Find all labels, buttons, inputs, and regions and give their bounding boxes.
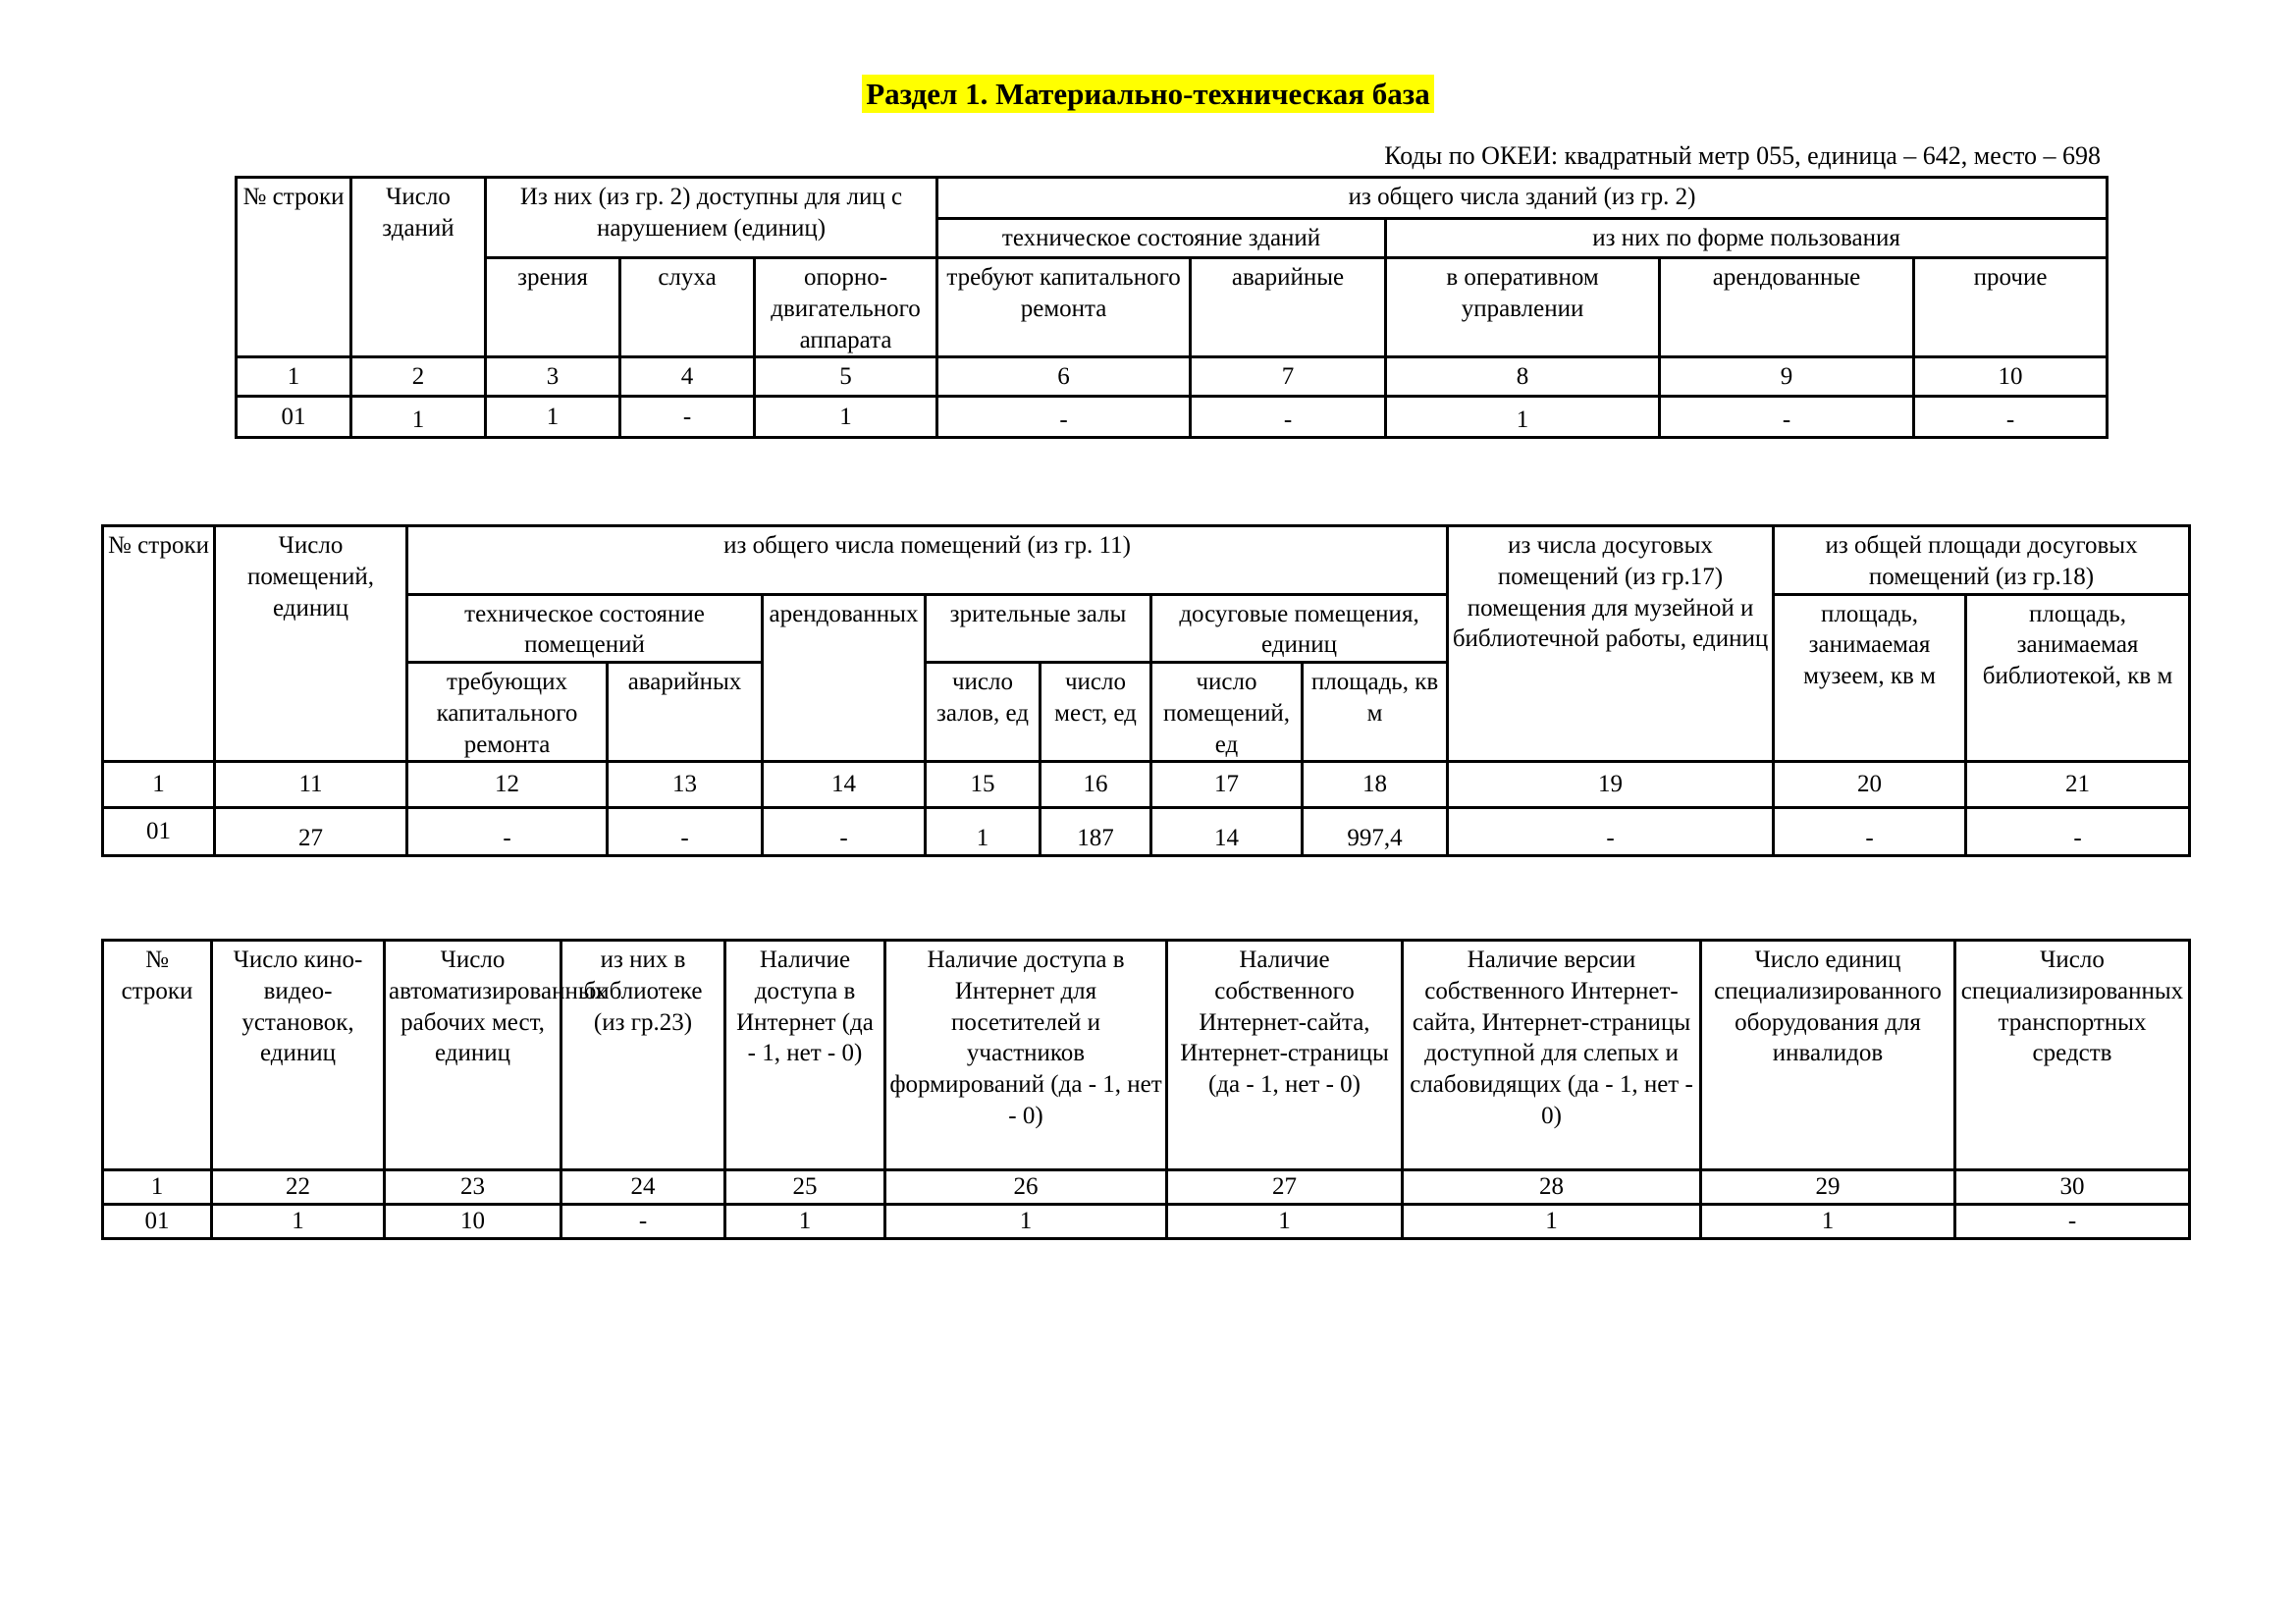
column-number: 14 <box>763 762 926 808</box>
header-leisure-rooms-count: число помещений, ед <box>1151 663 1303 762</box>
column-number: 26 <box>885 1170 1167 1205</box>
column-numbers-row <box>237 357 2108 397</box>
cell-value: - <box>407 808 608 856</box>
cell-value: - <box>608 808 763 856</box>
buildings-table <box>235 176 2109 439</box>
column-number: 17 <box>1151 762 1303 808</box>
column-number: 27 <box>1167 1170 1403 1205</box>
column-number: 6 <box>937 357 1191 397</box>
cell-value: 14 <box>1151 808 1303 856</box>
cell-value: - <box>1955 1205 2190 1239</box>
cell-value: 1 <box>212 1205 385 1239</box>
header-of-total-rooms: из общего числа помещений (из гр. 11) <box>407 526 1448 595</box>
cell-value: 1 <box>1386 397 1660 438</box>
cell-value: - <box>1914 397 2108 438</box>
cell-value: 01 <box>103 1205 212 1239</box>
header-museum-library-rooms: из числа досуговых помещений (из гр.17) помещения для музейной и библиотечной работы, единиц <box>1448 526 1774 762</box>
column-number: 23 <box>385 1170 561 1205</box>
cell-value: - <box>1660 397 1914 438</box>
header-capital-repair: требуют капитального ремонта <box>937 258 1191 357</box>
header-emergency: аварийные <box>1191 258 1386 357</box>
header-transport: Число специализированных транспортных средств <box>1955 941 2190 1170</box>
cell-value: 1 <box>725 1205 885 1239</box>
column-number: 28 <box>1403 1170 1701 1205</box>
header-museum-area: площадь, занимаемая музеем, кв м <box>1774 594 1966 762</box>
equipment-table <box>101 939 2191 1240</box>
header-cinema-installations: Число кино-видео-установок, единиц <box>212 941 385 1170</box>
column-number: 13 <box>608 762 763 808</box>
column-number: 1 <box>103 1170 212 1205</box>
cell-value: - <box>620 397 755 438</box>
column-number: 21 <box>1966 762 2190 808</box>
header-disabled-equipment: Число единиц специализированного оборудования для инвалидов <box>1701 941 1955 1170</box>
column-number: 15 <box>926 762 1041 808</box>
header-other: прочие <box>1914 258 2108 357</box>
column-numbers-row <box>103 762 2190 808</box>
cell-value: 187 <box>1041 808 1151 856</box>
column-number: 12 <box>407 762 608 808</box>
header-operative-management: в оперативном управлении <box>1386 258 1660 357</box>
header-hearing: слуха <box>620 258 755 357</box>
column-number: 1 <box>237 357 351 397</box>
cell-value: 01 <box>237 397 351 438</box>
column-numbers-row <box>103 1170 2190 1205</box>
header-leisure-area: площадь, кв м <box>1303 663 1448 762</box>
header-internet-access: Наличие доступа в Интернет (да - 1, нет - 0) <box>725 941 885 1170</box>
header-blind-version: Наличие версии собственного Интернет-сайта, Интернет-страницы доступной для слепых и слабовидящих (да - 1, нет - 0) <box>1403 941 1701 1170</box>
table-row <box>103 1205 2190 1239</box>
column-number: 10 <box>1914 357 2108 397</box>
column-number: 3 <box>486 357 620 397</box>
header-library-area: площадь, занимаемая библиотекой, кв м <box>1966 594 2190 762</box>
column-number: 11 <box>215 762 407 808</box>
header-tech-state-rooms: техническое состояние помещений <box>407 594 763 663</box>
header-leisure-rooms: досуговые помещения, единиц <box>1151 594 1448 663</box>
header-row-number: № строки <box>103 526 215 762</box>
cell-value: 1 <box>1403 1205 1701 1239</box>
header-halls-count: число залов, ед <box>926 663 1041 762</box>
header-capital-repair: требующих капитального ремонта <box>407 663 608 762</box>
header-emergency: аварийных <box>608 663 763 762</box>
header-internet-visitors: Наличие доступа в Интернет для посетителей и участников формирований (да - 1, нет - 0) <box>885 941 1167 1170</box>
header-row-number: № строки <box>237 178 351 357</box>
column-number: 22 <box>212 1170 385 1205</box>
header-area-of-total: из общей площади досуговых помещений (из гр.18) <box>1774 526 2190 595</box>
cell-value: 1 <box>351 397 486 438</box>
column-number: 20 <box>1774 762 1966 808</box>
header-of-total-buildings: из общего числа зданий (из гр. 2) <box>937 178 2108 219</box>
cell-value: 10 <box>385 1205 561 1239</box>
header-row-number: № строки <box>103 941 212 1170</box>
column-number: 7 <box>1191 357 1386 397</box>
table-row <box>237 397 2108 438</box>
column-number: 24 <box>561 1170 725 1205</box>
column-number: 4 <box>620 357 755 397</box>
header-musculoskeletal: опорно-двигательного аппарата <box>755 258 937 357</box>
cell-value: 1 <box>1167 1205 1403 1239</box>
column-number: 18 <box>1303 762 1448 808</box>
column-number: 9 <box>1660 357 1914 397</box>
cell-value: 1 <box>885 1205 1167 1239</box>
rooms-table <box>101 524 2191 857</box>
cell-value: - <box>1966 808 2190 856</box>
header-workplaces: Число автоматизированных рабочих мест, единиц <box>385 941 561 1170</box>
header-rooms-count: Число помещений, единиц <box>215 526 407 762</box>
cell-value: - <box>561 1205 725 1239</box>
cell-value: - <box>937 397 1191 438</box>
cell-value: 27 <box>215 808 407 856</box>
header-tech-state-buildings: техническое состояние зданий <box>937 219 1386 258</box>
cell-value: - <box>1448 808 1774 856</box>
cell-value: 1 <box>1701 1205 1955 1239</box>
cell-value: 1 <box>926 808 1041 856</box>
header-vision: зрения <box>486 258 620 357</box>
cell-value: 997,4 <box>1303 808 1448 856</box>
column-number: 16 <box>1041 762 1151 808</box>
header-rented: арендованные <box>1660 258 1914 357</box>
table-row <box>103 808 2190 856</box>
header-accessible-buildings: Из них (из гр. 2) доступны для лиц с нарушением (единиц) <box>486 178 937 258</box>
column-number: 1 <box>103 762 215 808</box>
column-number: 30 <box>1955 1170 2190 1205</box>
cell-value: - <box>1191 397 1386 438</box>
header-auditoriums: зрительные залы <box>926 594 1151 663</box>
okei-codes-note: Коды по ОКЕИ: квадратный метр 055, единица – 642, место – 698 <box>1384 141 2101 170</box>
header-buildings-count: Число зданий <box>351 178 486 357</box>
cell-value: 01 <box>103 808 215 856</box>
column-number: 5 <box>755 357 937 397</box>
column-number: 29 <box>1701 1170 1955 1205</box>
cell-value: - <box>1774 808 1966 856</box>
column-number: 2 <box>351 357 486 397</box>
header-usage-form: из них по форме пользования <box>1386 219 2108 258</box>
cell-value: 1 <box>486 397 620 438</box>
section-title: Раздел 1. Материально-техническая база <box>0 77 2296 112</box>
column-number: 19 <box>1448 762 1774 808</box>
header-own-website: Наличие собственного Интернет-сайта, Интернет-страницы (да - 1, нет - 0) <box>1167 941 1403 1170</box>
header-rented-rooms: арендованных <box>763 594 926 762</box>
column-number: 8 <box>1386 357 1660 397</box>
header-in-library: из них в библиотеке (из гр.23) <box>561 941 725 1170</box>
column-number: 25 <box>725 1170 885 1205</box>
cell-value: - <box>763 808 926 856</box>
header-seats-count: число мест, ед <box>1041 663 1151 762</box>
cell-value: 1 <box>755 397 937 438</box>
